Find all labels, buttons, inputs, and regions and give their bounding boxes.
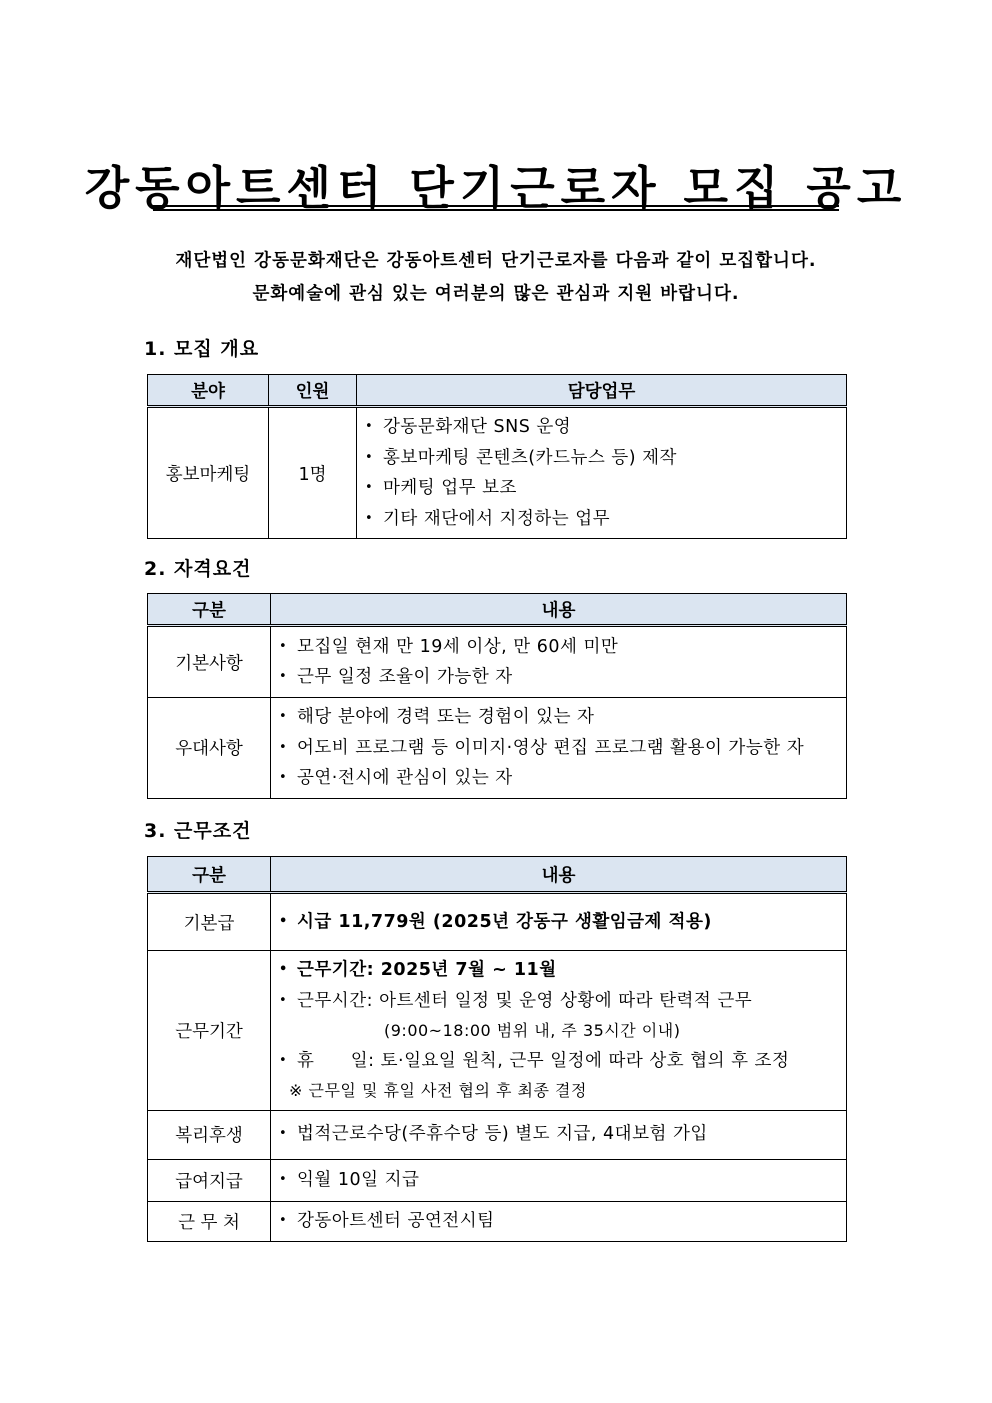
bullet: • — [279, 913, 288, 929]
row-label: 우대사항 — [148, 698, 271, 799]
list-item: • 근무 일정 조율이 가능한 자 — [279, 662, 846, 693]
bullet: • — [365, 419, 374, 434]
header-field: 분야 — [148, 375, 269, 407]
list-item: • 마케팅 업무 보조 — [365, 473, 846, 504]
header-content: 내용 — [271, 857, 847, 893]
payday-label: 급여지급 — [148, 1159, 271, 1201]
list-item: • 근무기간: 2025년 7월 ~ 11월 — [279, 955, 846, 986]
bullet: • — [279, 1052, 288, 1068]
header-duties: 담당업무 — [357, 375, 847, 407]
title-underline-2 — [153, 209, 839, 211]
list-item: • 기타 재단에서 지정하는 업무 — [365, 504, 846, 535]
list-item: • 해당 분야에 경력 또는 경험이 있는 자 — [279, 702, 846, 733]
list-item: • 휴 일: 토·일요일 원칙, 근무 일정에 따라 상호 협의 후 조정 — [279, 1046, 846, 1077]
list-item: • 시급 11,779원 (2025년 강동구 생활임금제 적용) — [279, 907, 846, 938]
row-content — [271, 626, 847, 698]
welfare-label: 복리후생 — [148, 1110, 271, 1159]
title-underline — [153, 205, 839, 207]
period-label: 근무기간 — [148, 951, 271, 1111]
bullet: • — [279, 992, 288, 1008]
duties-list — [357, 408, 846, 538]
list-item: • 익월 10일 지급 — [279, 1165, 846, 1196]
bullet: • — [279, 739, 288, 755]
page-title: 강동아트센터 단기근로자 모집 공고 — [84, 161, 908, 215]
bullet: • — [279, 770, 288, 785]
header-category: 구분 — [148, 857, 271, 893]
list-item: • 강동아트센터 공연전시팀 — [279, 1206, 846, 1237]
field-cell: 홍보마케팅 — [148, 407, 269, 539]
section-2-heading: 2. 자격요건 — [144, 558, 252, 580]
row-label: 기본사항 — [148, 626, 271, 698]
intro-line-2: 문화예술에 관심 있는 여러분의 많은 관심과 지원 바랍니다. — [252, 284, 740, 304]
list-item: • 공연·전시에 관심이 있는 자 — [279, 763, 846, 794]
list-item: • 법적근로수당(주휴수당 등) 별도 지급, 4대보험 가입 — [279, 1119, 846, 1150]
bullet: • — [279, 1126, 288, 1142]
section-3-heading: 3. 근무조건 — [144, 820, 252, 842]
list-item-continuation: (9:00~18:00 범위 내, 주 35시간 이내) — [384, 1021, 681, 1040]
recruit-overview-table — [147, 374, 847, 539]
list-item: • 홍보마케팅 콘텐츠(카드뉴스 등) 제작 — [365, 443, 846, 474]
bullet: • — [279, 962, 288, 977]
qualification-table — [147, 593, 847, 799]
bullet: • — [279, 709, 288, 724]
work-conditions-table — [147, 856, 847, 1242]
duties-cell — [357, 407, 847, 539]
bullet: • — [365, 510, 374, 526]
workplace-label: 근 무 처 — [148, 1201, 271, 1241]
bullet: • — [279, 638, 288, 654]
header-count: 인원 — [269, 375, 357, 407]
list-item: • 모집일 현재 만 19세 이상, 만 60세 미만 — [279, 632, 846, 663]
bullet: • — [279, 669, 288, 684]
intro-line-1: 재단법인 강동문화재단은 강동아트센터 단기근로자를 다음과 같이 모집합니다. — [175, 251, 817, 271]
row-content — [271, 698, 847, 799]
list-item: • 강동문화재단 SNS 운영 — [365, 412, 846, 443]
bullet: • — [279, 1212, 288, 1228]
header-content: 내용 — [271, 594, 847, 626]
list-item: • 근무시간: 아트센터 일정 및 운영 상황에 따라 탄력적 근무 — [279, 986, 846, 1017]
bullet: • — [365, 449, 374, 465]
note: ※ 근무일 및 휴일 사전 협의 후 최종 결정 — [289, 1081, 587, 1100]
bullet: • — [365, 480, 374, 495]
section-1-heading: 1. 모집 개요 — [144, 338, 260, 360]
bullet: • — [279, 1171, 288, 1187]
list-item: • 어도비 프로그램 등 이미지·영상 편집 프로그램 활용이 가능한 자 — [279, 733, 846, 764]
header-category: 구분 — [148, 594, 271, 626]
pay-label: 기본급 — [148, 893, 271, 951]
count-cell: 1명 — [269, 407, 357, 539]
